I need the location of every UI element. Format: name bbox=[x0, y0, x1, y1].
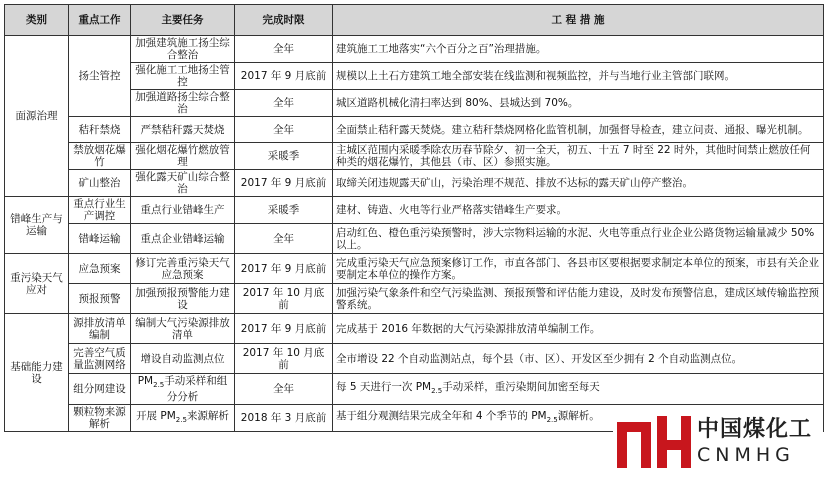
task-cell: 重点企业错峰运输 bbox=[131, 224, 235, 254]
measure-cell: 完成基于 2016 年数据的大气污染源排放清单编制工作。 bbox=[333, 314, 824, 344]
key-work-cell: 扬尘管控 bbox=[69, 36, 131, 117]
key-work-cell: 预报预警 bbox=[69, 284, 131, 314]
deadline-cell: 全年 bbox=[235, 36, 333, 63]
task-cell: 强化露天矿山综合整治 bbox=[131, 170, 235, 197]
task-cell bbox=[131, 374, 235, 405]
deadline-cell: 全年 bbox=[235, 117, 333, 143]
task-cell: 编制大气污染源排放清单 bbox=[131, 314, 235, 344]
category-cell: 错峰生产与运输 bbox=[5, 197, 69, 254]
task-cell: 强化烟花爆竹燃放管理 bbox=[131, 143, 235, 170]
deadline-cell: 全年 bbox=[235, 374, 333, 405]
measure-cell-prefix: 基于组分观测结果完成全年和 4 个季节的 PM bbox=[336, 410, 547, 423]
task-cell: 加强预报预警能力建设 bbox=[131, 284, 235, 314]
measure-cell: 加强污染气象条件和空气污染监测、预报预警和评估能力建设，及时发布预警信息，建成区域传输监控预警系统。 bbox=[333, 284, 824, 314]
measure-cell: 全市增设 22 个自动监测站点，每个县（市、区）、开发区至少拥有 2 个自动监测点位。 bbox=[333, 344, 824, 374]
key-work-cell: 重点行业生产调控 bbox=[69, 197, 131, 224]
task-cell: 加强道路扬尘综合整治 bbox=[131, 90, 235, 117]
task-cell-prefix: PM bbox=[137, 375, 154, 387]
key-work-cell: 矿山整治 bbox=[69, 170, 131, 197]
task-cell: 重点行业错峰生产 bbox=[131, 197, 235, 224]
task-cell: 增设自动监测点位 bbox=[131, 344, 235, 374]
key-work-cell: 源排放清单编制 bbox=[69, 314, 131, 344]
key-work-cell: 完善空气质量监测网络 bbox=[69, 344, 131, 374]
measure-cell-subscript: 2.5 bbox=[546, 416, 558, 425]
key-work-cell: 禁放烟花爆竹 bbox=[69, 143, 131, 170]
table-row bbox=[5, 197, 824, 224]
table-row bbox=[5, 143, 824, 170]
key-work-cell: 错峰运输 bbox=[69, 224, 131, 254]
key-work-cell: 秸秆禁烧 bbox=[69, 117, 131, 143]
task-cell: 修订完善重污染天气应急预案 bbox=[131, 254, 235, 284]
measure-cell: 取缔关闭违规露天矿山，污染治理不规范、排放不达标的露天矿山停产整治。 bbox=[333, 170, 824, 197]
deadline-cell: 2017 年 9 月底前 bbox=[235, 63, 333, 90]
task-cell-subscript: 2.5 bbox=[153, 381, 165, 390]
measure-cell bbox=[333, 374, 824, 405]
deadline-cell: 采暖季 bbox=[235, 197, 333, 224]
key-work-cell: 应急预案 bbox=[69, 254, 131, 284]
table-header-row bbox=[5, 5, 824, 36]
measure-cell: 建材、铸造、火电等行业严格落实错峰生产要求。 bbox=[333, 197, 824, 224]
table-row bbox=[5, 170, 824, 197]
table-row bbox=[5, 117, 824, 143]
deadline-cell: 2017 年 9 月底前 bbox=[235, 314, 333, 344]
task-cell bbox=[131, 405, 235, 432]
task-cell: 严禁秸秆露天焚烧 bbox=[131, 117, 235, 143]
deadline-cell: 2017 年 10 月底前 bbox=[235, 344, 333, 374]
measure-cell-prefix: 每 5 天进行一次 PM bbox=[336, 381, 432, 393]
category-cell: 重污染天气应对 bbox=[5, 254, 69, 314]
deadline-cell: 全年 bbox=[235, 90, 333, 117]
deadline-cell: 全年 bbox=[235, 224, 333, 254]
table-row bbox=[5, 36, 824, 63]
deadline-cell: 采暖季 bbox=[235, 143, 333, 170]
task-cell-suffix: 来源解析 bbox=[186, 410, 229, 423]
measure-cell-suffix: 源解析。 bbox=[557, 410, 600, 423]
table-row bbox=[5, 224, 824, 254]
table-row bbox=[5, 344, 824, 374]
table-row bbox=[5, 314, 824, 344]
measure-cell: 主城区范围内采暖季除农历春节除夕、初一全天，初五、十五 7 时至 22 时外，其他时间禁止燃放任何种类的烟花爆竹，其他县（市、区）参照实施。 bbox=[333, 143, 824, 170]
deadline-cell: 2017 年 9 月底前 bbox=[235, 170, 333, 197]
header-deadline: 完成时限 bbox=[235, 5, 333, 36]
deadline-cell: 2018 年 3 月底前 bbox=[235, 405, 333, 432]
measure-cell: 全面禁止秸秆露天焚烧。建立秸秆禁烧网格化监管机制，加强督导检查，建立问责、通报、曝光机制。 bbox=[333, 117, 824, 143]
deadline-cell: 2017 年 10 月底前 bbox=[235, 284, 333, 314]
measure-cell-suffix: 手动采样，重污染期间加密至每天 bbox=[442, 381, 600, 393]
measure-cell: 建筑施工工地落实“六个百分之百”治理措施。 bbox=[333, 36, 824, 63]
measure-cell: 城区道路机械化清扫率达到 80%、县城达到 70%。 bbox=[333, 90, 824, 117]
table-row bbox=[5, 254, 824, 284]
task-cell: 强化施工工地扬尘管控 bbox=[131, 63, 235, 90]
key-work-cell: 组分网建设 bbox=[69, 374, 131, 405]
measure-cell: 启动红色、橙色重污染预警时，涉大宗物料运输的水泥、火电等重点行业企业公路货物运输量减少 50%以上。 bbox=[333, 224, 824, 254]
pollution-control-measures-table bbox=[4, 4, 824, 432]
measure-cell: 完成重污染天气应急预案修订工作，市直各部门、各县市区要根据要求制定本单位的预案，市县有关企业要制定本单位的操作方案。 bbox=[333, 254, 824, 284]
header-measures: 工 程 措 施 bbox=[333, 5, 824, 36]
cnmhg-watermark-logo bbox=[613, 410, 823, 474]
task-cell-subscript: 2.5 bbox=[175, 416, 187, 425]
measure-cell: 规模以上土石方建筑工地全部安装在线监测和视频监控，并与当地行业主管部门联网。 bbox=[333, 63, 824, 90]
task-cell-suffix: 手动采样和组分分析 bbox=[164, 375, 228, 404]
measure-cell-subscript: 2.5 bbox=[431, 387, 443, 396]
category-cell: 面源治理 bbox=[5, 36, 69, 197]
key-work-cell: 颗粒物来源解析 bbox=[69, 405, 131, 432]
deadline-cell: 2017 年 9 月底前 bbox=[235, 254, 333, 284]
task-cell: 加强建筑施工扬尘综合整治 bbox=[131, 36, 235, 63]
category-cell: 基础能力建设 bbox=[5, 314, 69, 432]
header-category: 类别 bbox=[5, 5, 69, 36]
task-cell-prefix: 开展 PM bbox=[136, 410, 176, 423]
table-row bbox=[5, 374, 824, 405]
cnmhg-logo-icon bbox=[617, 414, 691, 470]
header-key-work: 重点工作 bbox=[69, 5, 131, 36]
logo-chinese-name: 中国煤化工 bbox=[697, 417, 813, 442]
header-main-task: 主要任务 bbox=[131, 5, 235, 36]
logo-english-name: CNMHG bbox=[697, 444, 795, 466]
table-row bbox=[5, 284, 824, 314]
